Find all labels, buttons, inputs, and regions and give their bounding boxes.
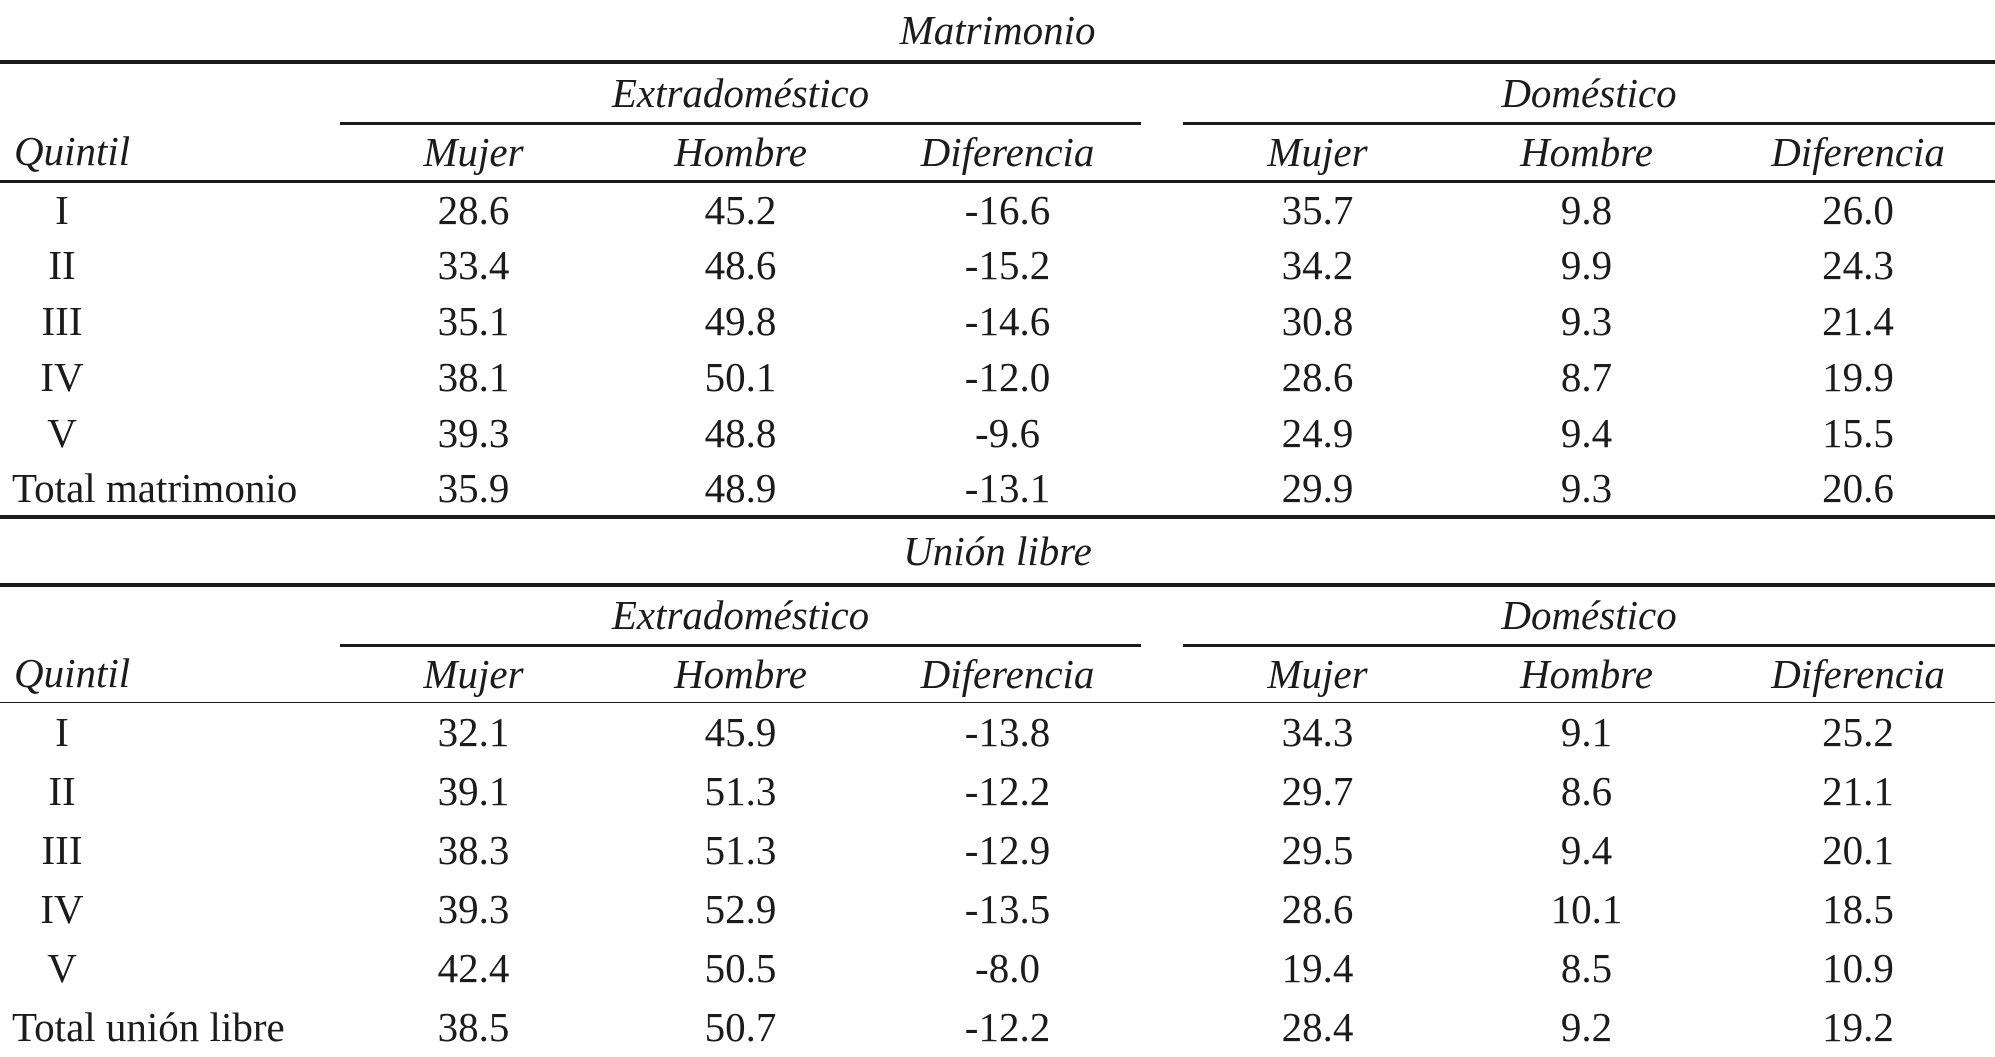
row-label: V (47, 944, 77, 991)
matrimonio-table (0, 0, 1995, 519)
section-title-row (0, 519, 1995, 585)
spacer-cell (1141, 879, 1183, 938)
data-cell: 21.1 (1822, 767, 1894, 814)
row-label: II (48, 767, 76, 814)
data-cell: 19.2 (1822, 1003, 1894, 1050)
data-cell: 9.8 (1560, 186, 1613, 233)
column-header-mujer: Mujer (1183, 123, 1452, 181)
row-label: Total unión libre (12, 1003, 285, 1050)
column-header-mujer: Mujer (340, 123, 607, 181)
data-cell: 26.0 (1822, 186, 1894, 233)
data-cell: 48.8 (704, 410, 777, 456)
data-cell: 50.7 (704, 1003, 777, 1050)
spacer-cell (1141, 585, 1183, 645)
data-cell: -12.2 (964, 1003, 1051, 1050)
data-cell: 45.2 (704, 186, 777, 233)
data-cell: -8.0 (975, 944, 1040, 991)
data-cell: -13.5 (964, 885, 1051, 932)
column-header-diferencia: Diferencia (874, 645, 1141, 702)
data-cell: 39.3 (437, 885, 510, 932)
data-cell: -14.6 (964, 298, 1051, 344)
data-cell: 9.4 (1560, 826, 1613, 873)
spacer-cell (1141, 181, 1183, 237)
data-cell: 9.3 (1560, 298, 1613, 344)
data-cell: 9.9 (1560, 242, 1613, 288)
table-row-total (0, 997, 1995, 1056)
spacer-cell (1141, 761, 1183, 820)
column-header-mujer: Mujer (340, 645, 607, 702)
group-header-domestico: Doméstico (1183, 585, 1995, 645)
column-header-hombre: Hombre (1452, 645, 1721, 702)
data-cell: 35.9 (340, 461, 607, 517)
data-cell: -12.2 (964, 767, 1051, 814)
data-cell: 38.3 (437, 826, 510, 873)
data-cell: 29.9 (1183, 461, 1452, 517)
data-cell: 25.2 (1822, 708, 1894, 755)
spacer-cell (1141, 645, 1183, 702)
data-cell: 34.3 (1281, 708, 1354, 755)
row-label: III (41, 298, 83, 344)
data-cell: -16.6 (964, 186, 1051, 233)
data-cell: 28.6 (1281, 354, 1354, 400)
data-cell: 21.4 (1822, 298, 1894, 344)
group-header-row (0, 585, 1995, 645)
data-cell: -13.1 (874, 461, 1141, 517)
row-label: IV (40, 354, 84, 400)
data-cell: 50.5 (704, 944, 777, 991)
data-cell: 48.9 (607, 461, 874, 517)
column-header-row (0, 645, 1995, 702)
section-title: Matrimonio (0, 0, 1995, 62)
row-label: I (55, 708, 69, 755)
row-label: V (47, 410, 77, 456)
spacer-cell (1141, 461, 1183, 517)
column-header-diferencia: Diferencia (1721, 645, 1995, 702)
data-cell: 28.6 (1281, 885, 1354, 932)
row-label: II (48, 242, 76, 288)
row-label: III (41, 826, 83, 873)
data-cell: 50.1 (704, 354, 777, 400)
data-cell: 39.1 (437, 767, 510, 814)
data-cell: 45.9 (704, 708, 777, 755)
data-cell: 42.4 (437, 944, 510, 991)
section-title-row (0, 0, 1995, 62)
data-cell: 8.7 (1560, 354, 1613, 400)
spacer-cell (1141, 123, 1183, 181)
data-cell: 52.9 (704, 885, 777, 932)
table-row (0, 879, 1995, 938)
data-cell: 20.1 (1822, 826, 1894, 873)
column-header-hombre: Hombre (1452, 123, 1721, 181)
data-cell: 51.3 (704, 767, 777, 814)
spacer-cell (0, 62, 340, 123)
data-cell: 29.5 (1281, 826, 1354, 873)
table-row (0, 237, 1995, 293)
data-cell: 30.8 (1281, 298, 1354, 344)
data-cell: 20.6 (1721, 461, 1995, 517)
spacer-cell (1141, 349, 1183, 405)
data-cell: 9.1 (1560, 708, 1613, 755)
row-label: I (55, 186, 69, 233)
spacer-cell (1141, 820, 1183, 879)
data-cell: 29.7 (1281, 767, 1354, 814)
data-cell: 9.4 (1560, 410, 1613, 456)
table-row (0, 405, 1995, 461)
column-header-diferencia: Diferencia (1721, 123, 1995, 181)
data-cell: 8.6 (1560, 767, 1613, 814)
section-title: Unión libre (0, 519, 1995, 585)
data-cell: 10.9 (1822, 944, 1894, 991)
column-header-row (0, 123, 1995, 181)
data-cell: 24.3 (1822, 242, 1894, 288)
table-row (0, 820, 1995, 879)
group-header-extradomestico: Extradoméstico (340, 585, 1141, 645)
data-cell: 49.8 (704, 298, 777, 344)
spacer-cell (1141, 293, 1183, 349)
data-cell: -12.0 (964, 354, 1051, 400)
spacer-cell (0, 585, 340, 645)
data-cell: 38.1 (437, 354, 510, 400)
corner-header: Quintil (0, 123, 340, 181)
table-row (0, 349, 1995, 405)
spacer-cell (1141, 997, 1183, 1056)
union-libre-table (0, 519, 1995, 1056)
table-row (0, 293, 1995, 349)
data-cell: 8.5 (1560, 944, 1613, 991)
spacer-cell (1141, 237, 1183, 293)
column-header-mujer: Mujer (1183, 645, 1452, 702)
data-cell: 19.4 (1281, 944, 1354, 991)
data-cell: 18.5 (1822, 885, 1894, 932)
data-cell: 34.2 (1281, 242, 1354, 288)
data-cell: 24.9 (1281, 410, 1354, 456)
table-row (0, 938, 1995, 997)
table-row (0, 761, 1995, 820)
data-cell: 9.2 (1560, 1003, 1613, 1050)
data-cell: -15.2 (964, 242, 1051, 288)
data-cell: 35.1 (437, 298, 510, 344)
data-cell: 15.5 (1822, 410, 1894, 456)
group-header-extradomestico: Extradoméstico (340, 62, 1141, 123)
data-cell: 32.1 (437, 708, 510, 755)
spacer-cell (1141, 702, 1183, 761)
row-label: Total matrimonio (0, 461, 340, 517)
group-header-row (0, 62, 1995, 123)
spacer-cell (1141, 405, 1183, 461)
data-cell: -13.8 (964, 708, 1051, 755)
data-cell: 38.5 (437, 1003, 510, 1050)
column-header-hombre: Hombre (607, 645, 874, 702)
table-row-total (0, 461, 1995, 517)
corner-header: Quintil (0, 645, 340, 702)
group-header-domestico: Doméstico (1183, 62, 1995, 123)
data-cell: 48.6 (704, 242, 777, 288)
data-cell: -9.6 (975, 410, 1040, 456)
data-cell: 28.6 (437, 186, 510, 233)
data-cell: 35.7 (1281, 186, 1354, 233)
data-cell: 33.4 (437, 242, 510, 288)
data-cell: 19.9 (1822, 354, 1894, 400)
data-cell: 28.4 (1281, 1003, 1354, 1050)
column-header-diferencia: Diferencia (874, 123, 1141, 181)
spacer-cell (1141, 62, 1183, 123)
data-cell: 39.3 (437, 410, 510, 456)
spacer-cell (1141, 938, 1183, 997)
column-header-hombre: Hombre (607, 123, 874, 181)
data-cell: 9.3 (1452, 461, 1721, 517)
table-row (0, 702, 1995, 761)
data-cell: -12.9 (964, 826, 1051, 873)
data-cell: 10.1 (1550, 885, 1623, 932)
data-cell: 51.3 (704, 826, 777, 873)
table-row (0, 181, 1995, 237)
row-label: IV (40, 885, 84, 932)
